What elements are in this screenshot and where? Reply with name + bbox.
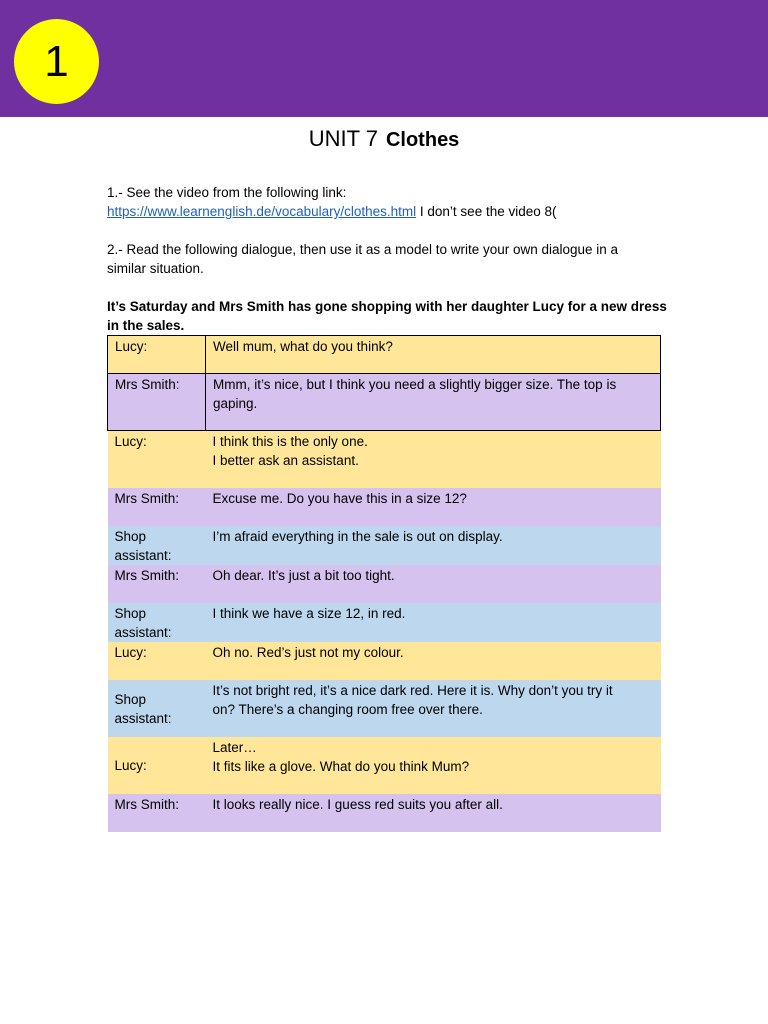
dialogue-row bbox=[108, 526, 661, 565]
line-cell: Oh no. Red’s just not my colour. bbox=[206, 642, 661, 680]
speaker-cell: Mrs Smith: bbox=[108, 488, 206, 526]
speaker-cell: Shop assistant: bbox=[108, 603, 206, 642]
line-cell: Oh dear. It’s just a bit too tight. bbox=[206, 565, 661, 603]
line-cell: I’m afraid everything in the sale is out on display. bbox=[206, 526, 661, 565]
dialogue-row bbox=[108, 642, 661, 680]
step1-text: 1.- See the video from the following link: bbox=[107, 185, 347, 200]
step2-line2: similar situation. bbox=[107, 261, 204, 276]
dialogue-row bbox=[108, 374, 661, 431]
line-cell: Well mum, what do you think? bbox=[206, 336, 661, 374]
dialogue-row bbox=[108, 794, 661, 832]
header-banner bbox=[0, 0, 768, 117]
dialogue-row bbox=[108, 680, 661, 737]
speaker-cell: Mrs Smith: bbox=[108, 374, 206, 431]
dialogue-table bbox=[107, 335, 661, 832]
intro-line2: in the sales. bbox=[107, 318, 185, 333]
unit-number-badge bbox=[14, 19, 99, 104]
instructions bbox=[107, 183, 667, 335]
video-link[interactable]: https://www.learnenglish.de/vocabulary/clothes.html bbox=[107, 204, 417, 219]
dialogue-row bbox=[108, 488, 661, 526]
line-cell: It looks really nice. I guess red suits you after all. bbox=[206, 794, 661, 832]
intro-line1: It’s Saturday and Mrs Smith has gone shopping with her daughter Lucy for a new dress bbox=[107, 299, 667, 314]
dialogue-row bbox=[108, 737, 661, 794]
line-cell: It’s not bright red, it’s a nice dark red. Here it is. Why don’t you try it on? There’s a changing room free over there. bbox=[206, 680, 661, 737]
speaker-cell: Lucy: bbox=[108, 737, 206, 794]
speaker-cell: Lucy: bbox=[108, 336, 206, 374]
line-cell: I think we have a size 12, in red. bbox=[206, 603, 661, 642]
speaker-cell: Shop assistant: bbox=[108, 680, 206, 737]
dialogue-row bbox=[108, 431, 661, 488]
dialogue-row bbox=[108, 603, 661, 642]
dialogue-row bbox=[108, 565, 661, 603]
step2-line1: 2.- Read the following dialogue, then use it as a model to write your own dialogue in a bbox=[107, 242, 619, 257]
line-cell: Mmm, it’s nice, but I think you need a slightly bigger size. The top is gaping. bbox=[206, 374, 661, 431]
unit-label: UNIT 7 bbox=[308, 126, 378, 151]
dialogue-row bbox=[108, 336, 661, 374]
speaker-cell: Mrs Smith: bbox=[108, 565, 206, 603]
line-cell: Excuse me. Do you have this in a size 12? bbox=[206, 488, 661, 526]
page-title bbox=[0, 126, 768, 152]
speaker-cell: Lucy: bbox=[108, 431, 206, 488]
line-cell: I think this is the only one. I better ask an assistant. bbox=[206, 431, 661, 488]
step1-note: I don’t see the video 8( bbox=[416, 204, 557, 219]
line-cell: Later… It fits like a glove. What do you think Mum? bbox=[206, 737, 661, 794]
unit-topic: Clothes bbox=[385, 129, 460, 151]
speaker-cell: Lucy: bbox=[108, 642, 206, 680]
speaker-cell: Shop assistant: bbox=[108, 526, 206, 565]
badge-number: 1 bbox=[44, 36, 69, 86]
speaker-cell: Mrs Smith: bbox=[108, 794, 206, 832]
step1-line bbox=[107, 202, 667, 221]
